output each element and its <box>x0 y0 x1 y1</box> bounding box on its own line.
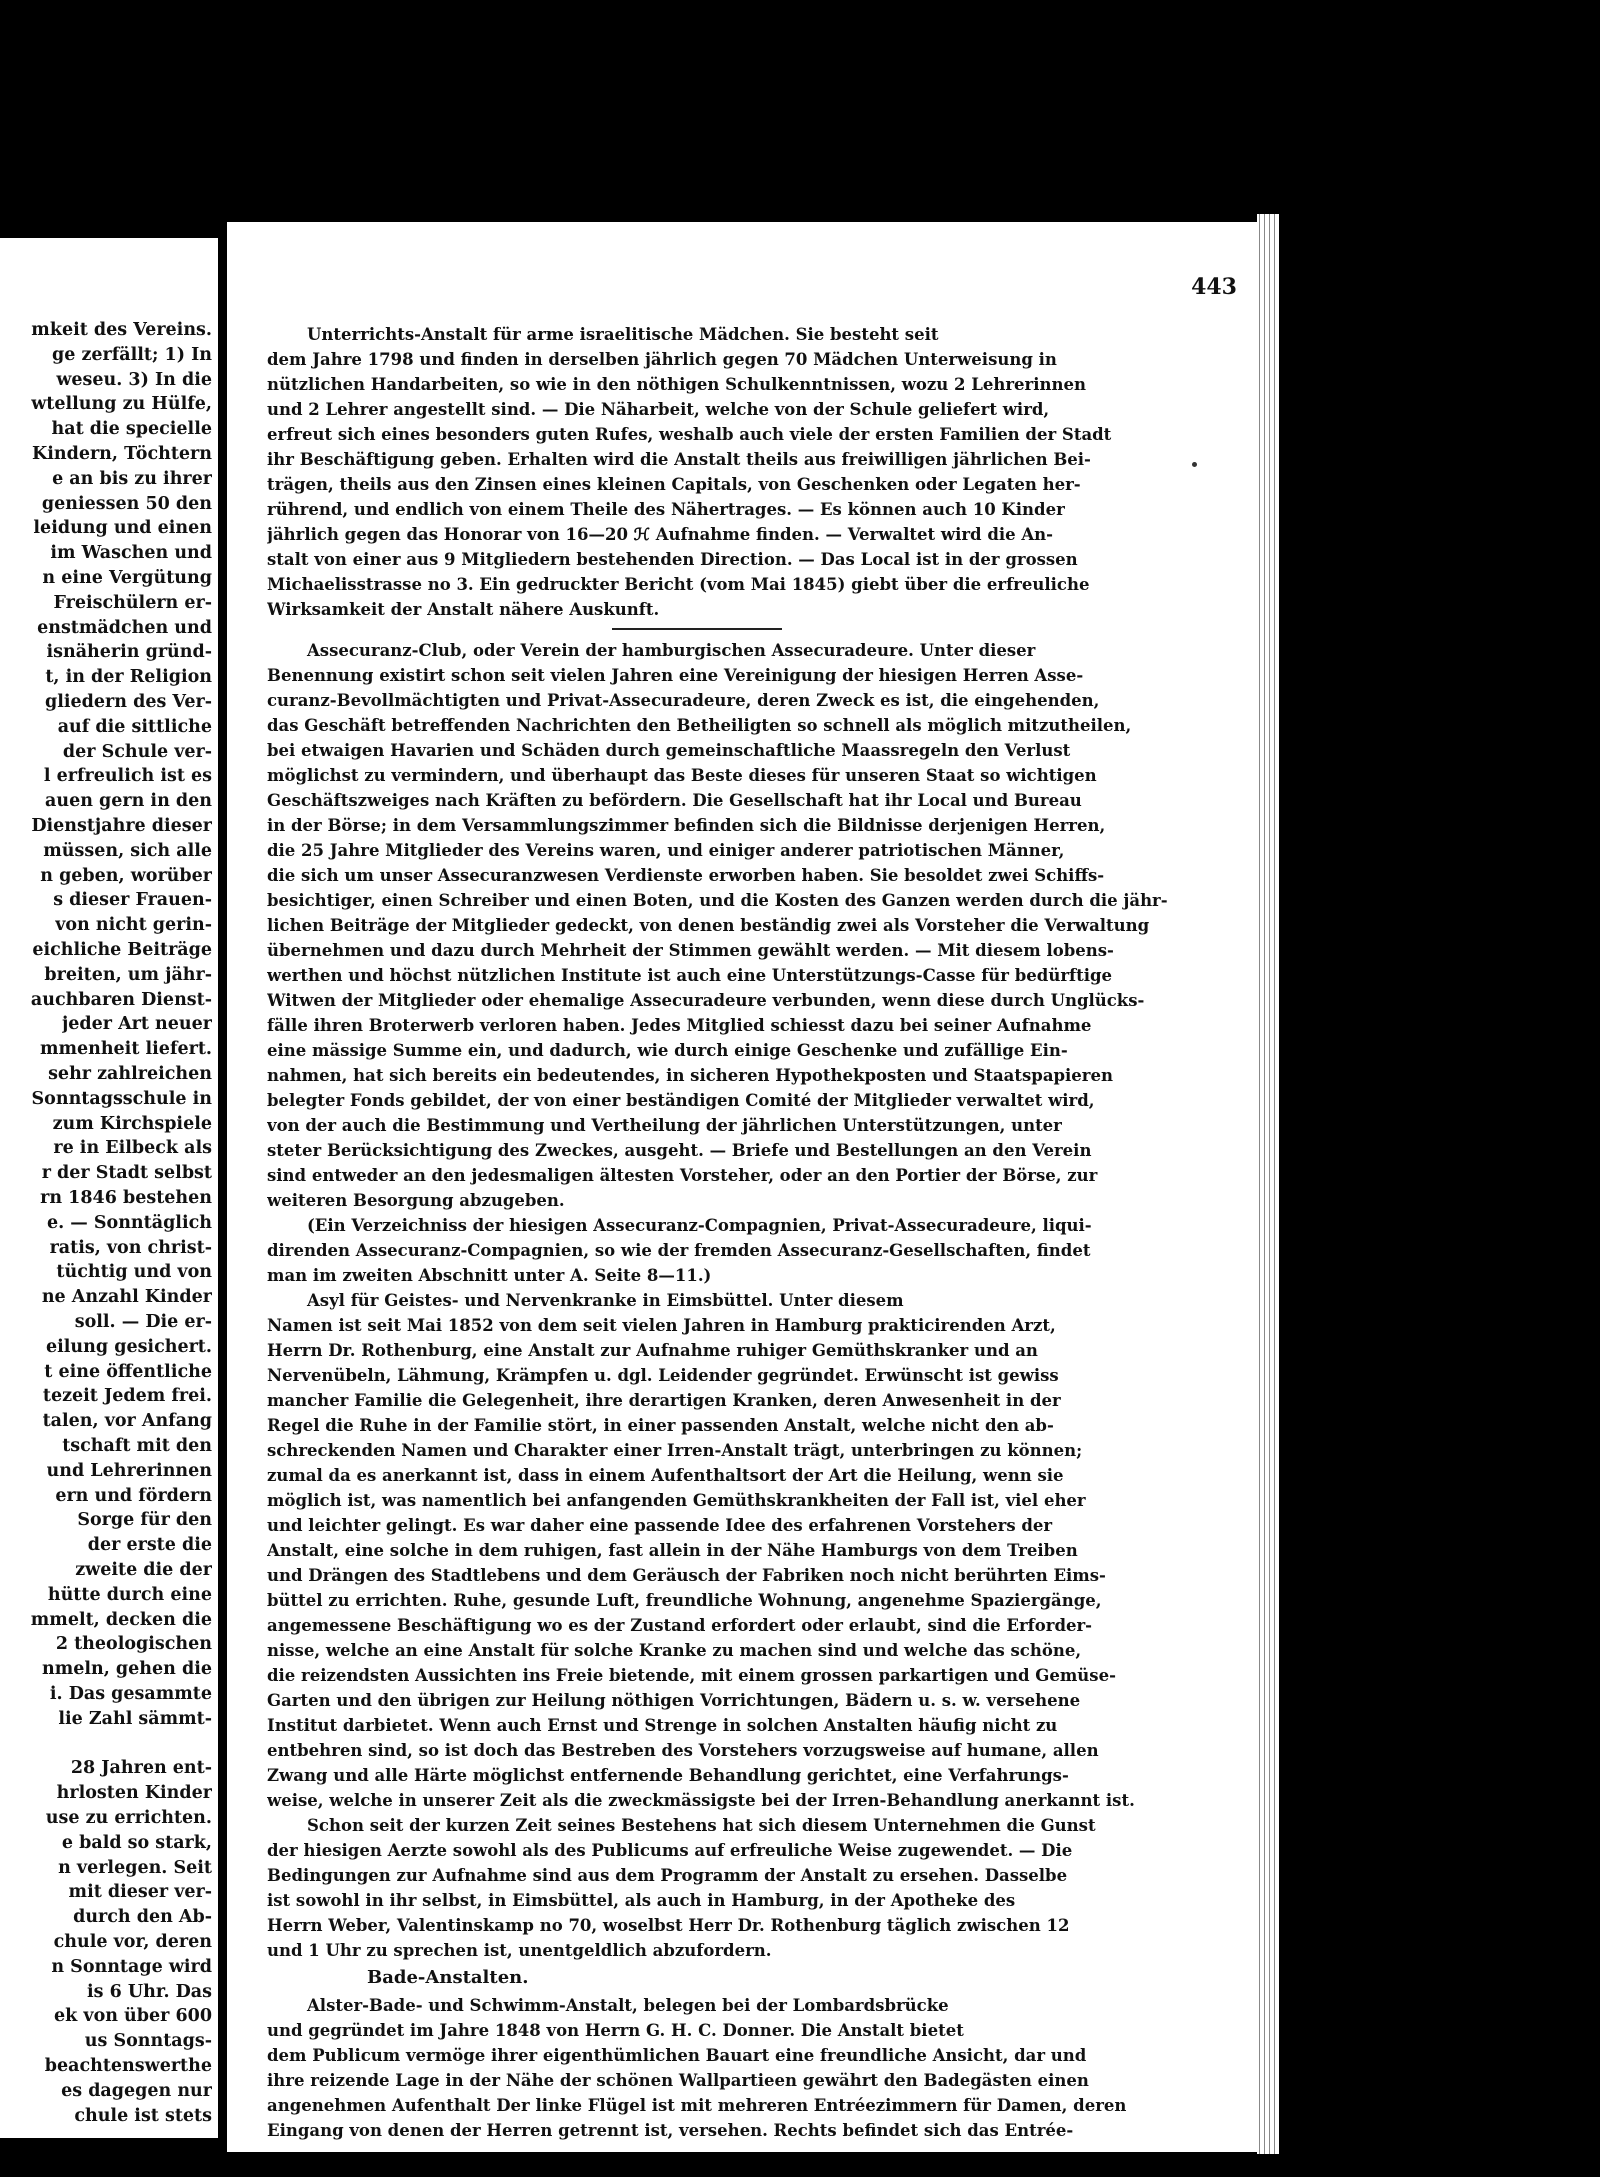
text-line: curanz-Bevollmächtigten und Privat-Assecuradeure, deren Zweck es ist, die eingehenden, <box>267 691 1100 710</box>
page-text <box>267 322 1207 2143</box>
left-text-line: auchbaren Dienst- <box>30 989 212 1010</box>
left-text-line: enstmädchen und <box>37 617 212 638</box>
left-text-line: geniessen 50 den <box>41 493 212 514</box>
text-line: möglich ist, was namentlich bei anfangenden Gemüthskrankheiten der Fall ist, viel eher <box>267 1491 1086 1510</box>
left-text-line: mmelt, decken die <box>30 1609 212 1630</box>
text-line: Nervenübeln, Lähmung, Krämpfen u. dgl. Leidender gegründet. Erwünscht ist gewiss <box>267 1366 1059 1385</box>
text-line: Eingang von denen der Herren getrennt ist, versehen. Rechts befindet sich das Entrée- <box>267 2121 1074 2140</box>
left-text-line: auen gern in den <box>45 791 212 812</box>
left-text-line: e bald so stark, <box>61 1832 212 1853</box>
left-text-line: mit dieser ver- <box>68 1882 212 1903</box>
left-text-line: im Waschen und <box>50 543 212 564</box>
text-line: die reizendsten Aussichten ins Freie bietende, mit einem grossen parkartigen und Gemüse- <box>267 1666 1116 1685</box>
left-text-line: ge zerfällt; 1) In <box>51 344 212 365</box>
text-line: fälle ihren Broterwerb verloren haben. Jedes Mitglied schiesst dazu bei seiner Aufnahme <box>267 1016 1092 1035</box>
text-line: dem Publicum vermöge ihrer eigenthümlichen Bauart eine freundliche Ansicht, dar und <box>267 2046 1087 2065</box>
section-divider <box>612 628 782 630</box>
left-text-line: s dieser Frauen- <box>53 890 212 911</box>
text-line: und Drängen des Stadtlebens und dem Geräusch der Fabriken noch nicht berührten Eims- <box>267 1566 1106 1585</box>
left-text-line: 2 theologischen <box>55 1634 212 1655</box>
text-line: dem Jahre 1798 und finden in derselben jährlich gegen 70 Mädchen Unterweisung in <box>267 350 1057 369</box>
left-text-line: gliedern des Ver- <box>45 692 212 712</box>
text-line: lichen Beiträge der Mitglieder gedeckt, von denen beständig zwei als Vorsteher die Verwaltung <box>267 916 1150 935</box>
text-line: Benennung existirt schon seit vielen Jahren eine Vereinigung der hiesigen Herren Asse- <box>267 666 1084 685</box>
text-line: nisse, welche an eine Anstalt für solche Kranke zu machen sind und welche das schöne, <box>267 1641 1082 1660</box>
text-line: angenehmen Aufenthalt Der linke Flügel ist mit mehreren Entréezimmern für Damen, deren <box>267 2096 1127 2115</box>
left-text-line: leidung und einen <box>33 518 212 539</box>
left-text-line: und Lehrerinnen <box>46 1460 212 1481</box>
text-line: mancher Familie die Gelegenheit, ihre derartigen Kranken, deren Anwesenheit in der <box>267 1391 1061 1410</box>
text-line: die 25 Jahre Mitglieder des Vereins waren, und einiger anderer patriotischen Männer, <box>267 841 1065 860</box>
text-line: Alster-Bade- und Schwimm-Anstalt, belegen bei der Lombardsbrücke <box>307 1996 949 2015</box>
left-text-line: hat die specielle <box>51 419 212 440</box>
left-text-line: n Sonntage wird <box>51 1956 212 1977</box>
text-line: ist sowohl in ihr selbst, in Eimsbüttel, als auch in Hamburg, in der Apotheke des <box>267 1891 1016 1910</box>
text-line: möglichst zu vermindern, und überhaupt das Beste dieses für unseren Staat so wichtigen <box>267 766 1097 785</box>
left-text-line: auf die sittliche <box>57 716 212 737</box>
text-line: Witwen der Mitglieder oder ehemalige Assecuradeure verbunden, wenn diese durch Unglücks- <box>267 991 1145 1010</box>
left-text-line: chule ist stets <box>74 2105 212 2126</box>
left-text-line: Kindern, Töchtern <box>32 444 212 464</box>
right-page <box>227 222 1257 2152</box>
text-line: die sich um unser Assecuranzwesen Verdienste erworben haben. Sie besoldet zwei Schiffs- <box>267 866 1105 885</box>
left-text-line: l erfreulich ist es <box>43 766 212 787</box>
text-line: Assecuranz-Club, oder Verein der hamburgischen Assecuradeure. Unter dieser <box>307 641 1036 660</box>
text-line: bei etwaigen Havarien und Schäden durch gemeinschaftliche Maassregeln den Verlust <box>267 741 1071 760</box>
left-text-line: i. Das gesammte <box>49 1684 212 1704</box>
left-text-line: mkeit des Vereins. <box>31 320 212 340</box>
left-text-line: ern und fördern <box>55 1485 212 1506</box>
text-line: nützlichen Handarbeiten, so wie in den nöthigen Schulkenntnissen, wozu 2 Lehrerinnen <box>267 375 1086 394</box>
left-text-line: use zu errichten. <box>45 1808 212 1828</box>
left-text-line: t, in der Religion <box>45 667 212 688</box>
text-line: weise, welche in unserer Zeit als die zweckmässigste bei der Irren-Behandlung anerkannt ist. <box>267 1791 1135 1810</box>
left-text-line: ek von über 600 <box>54 2006 212 2027</box>
text-line: Regel die Ruhe in der Familie stört, in einer passenden Anstalt, welche nicht den ab- <box>267 1416 1054 1435</box>
left-text-line: soll. — Die er- <box>74 1312 212 1332</box>
text-line: Namen ist seit Mai 1852 von dem seit vielen Jahren in Hamburg prakticirenden Arzt, <box>267 1316 1056 1335</box>
left-text-line: chule vor, deren <box>53 1932 212 1952</box>
text-line: nahmen, hat sich bereits ein bedeutendes, in sicheren Hypothekposten und Staatspapieren <box>267 1066 1113 1085</box>
text-line: angemessene Beschäftigung wo es der Zustand erfordert oder erlaubt, sind die Erforder- <box>267 1616 1093 1635</box>
left-text-line: tezeit Jedem frei. <box>42 1386 212 1407</box>
text-line: zumal da es anerkannt ist, dass in einem Aufenthaltsort der Art die Heilung, wenn sie <box>267 1466 1064 1485</box>
page-number: 443 <box>1191 274 1237 300</box>
text-line: ihre reizende Lage in der Nähe der schönen Wallpartieen gewährt den Badegästen einen <box>267 2071 1089 2090</box>
text-line: Institut darbietet. Wenn auch Ernst und Strenge in solchen Anstalten häufig nicht zu <box>267 1716 1058 1735</box>
left-text-line: breiten, um jähr- <box>44 964 212 985</box>
text-line: stalt von einer aus 9 Mitgliedern bestehenden Direction. — Das Local ist in der grossen <box>267 550 1078 569</box>
text-line: Asyl für Geistes- und Nervenkranke in Eimsbüttel. Unter diesem <box>307 1291 904 1310</box>
left-text-line: hütte durch eine <box>47 1584 212 1605</box>
text-line: Herrn Dr. Rothenburg, eine Anstalt zur Aufnahme ruhiger Gemüthskranker und an <box>267 1341 1038 1360</box>
text-line: belegter Fonds gebildet, der von einer beständigen Comité der Mitglieder verwaltet wird, <box>267 1091 1095 1110</box>
text-line: jährlich gegen das Honorar von 16—20 ℋ Aufnahme finden. — Verwaltet wird die An- <box>267 525 1054 544</box>
left-text-line: müssen, sich alle <box>43 840 212 861</box>
text-line: und 1 Uhr zu sprechen ist, unentgeldlich abzufordern. <box>267 1941 772 1960</box>
left-text-line: rn 1846 bestehen <box>40 1188 212 1208</box>
text-line: trägen, theils aus den Zinsen eines kleinen Capitals, von Geschenken oder Legaten her- <box>267 475 1081 494</box>
text-line: Unterrichts-Anstalt für arme israelitische Mädchen. Sie besteht seit <box>307 325 939 344</box>
left-text-line: der Schule ver- <box>62 741 212 762</box>
left-text-line: Dienstjahre dieser <box>31 816 212 836</box>
text-line: Garten und den übrigen zur Heilung nöthigen Vorrichtungen, Bädern u. s. w. versehene <box>267 1691 1081 1710</box>
text-line: ihr Beschäftigung geben. Erhalten wird die Anstalt theils aus freiwilligen jährlichen Bei- <box>267 450 1091 469</box>
text-line: Michaelisstrasse no 3. Ein gedruckter Bericht (vom Mai 1845) giebt über die erfreuliche <box>267 575 1090 594</box>
left-text-line: 28 Jahren ent- <box>70 1758 212 1779</box>
left-text-line: t eine öffentliche <box>44 1361 212 1382</box>
heading-bade-anstalten: Bade-Anstalten. <box>367 1967 529 1988</box>
left-text-line: tüchtig und von <box>56 1262 212 1283</box>
left-text-line: Sorge für den <box>77 1510 212 1531</box>
text-line: der hiesigen Aerzte sowohl als des Publicums auf erfreuliche Weise zugewendet. — Die <box>267 1841 1073 1860</box>
left-text-line: ne Anzahl Kinder <box>41 1287 212 1308</box>
page-stack-edge <box>1257 214 1279 2154</box>
text-line: rührend, und endlich von einem Theile des Nähertrages. — Es können auch 10 Kinder <box>267 500 1065 519</box>
left-text-line: us Sonntags- <box>84 2031 212 2052</box>
text-line: steter Berücksichtigung des Zweckes, ausgeht. — Briefe und Bestellungen an den Verein <box>267 1141 1092 1160</box>
left-text-line: re in Eilbeck als <box>53 1138 212 1159</box>
left-text-line: mmenheit liefert. <box>39 1039 212 1060</box>
left-text-line: n eine Vergütung <box>42 568 212 588</box>
left-text-line: isnäherin gründ- <box>46 642 212 663</box>
left-text-line: tschaft mit den <box>62 1436 212 1456</box>
text-line: direnden Assecuranz-Compagnien, so wie der fremden Assecuranz-Gesellschaften, findet <box>267 1241 1091 1260</box>
left-text-line: eichliche Beiträge <box>32 940 212 960</box>
text-line: und 2 Lehrer angestellt sind. — Die Näharbeit, welche von der Schule geliefert wird, <box>267 400 1050 419</box>
left-text-line: n geben, worüber <box>40 865 212 886</box>
text-line: Herrn Weber, Valentinskamp no 70, woselbst Herr Dr. Rothenburg täglich zwischen 12 <box>267 1916 1070 1935</box>
left-text-line: zweite die der <box>75 1560 212 1580</box>
left-text-line: zum Kirchspiele <box>52 1113 212 1134</box>
left-text-line: jeder Art neuer <box>61 1014 212 1035</box>
text-line: weiteren Besorgung abzugeben. <box>267 1191 565 1210</box>
left-text-line: ratis, von christ- <box>49 1237 212 1258</box>
left-text-line: nmeln, gehen die <box>42 1659 212 1680</box>
text-line: eine mässige Summe ein, und dadurch, wie durch einige Geschenke und zufällige Ein- <box>267 1041 1068 1060</box>
left-text-line: hrlosten Kinder <box>56 1783 212 1804</box>
text-line: und leichter gelingt. Es war daher eine passende Idee des erfahrenen Vorstehers der <box>267 1516 1053 1535</box>
left-text-line: der erste die <box>87 1535 212 1556</box>
text-line: Wirksamkeit der Anstalt nähere Auskunft. <box>267 600 660 619</box>
text-line: besichtiger, einen Schreiber und einen Boten, und die Kosten des Ganzen werden durch die jähr- <box>267 891 1168 910</box>
left-text-line: Sonntagsschule in <box>31 1088 212 1109</box>
text-line: man im zweiten Abschnitt unter A. Seite 8—11.) <box>267 1266 712 1285</box>
left-text-line: e. — Sonntäglich <box>46 1212 212 1233</box>
text-line: Schon seit der kurzen Zeit seines Bestehens hat sich diesem Unternehmen die Gunst <box>307 1816 1096 1835</box>
text-line: Geschäftszweiges nach Kräften zu befördern. Die Gesellschaft hat ihr Local und Bureau <box>267 791 1082 810</box>
left-text-line: von nicht gerin- <box>55 915 212 936</box>
text-line: büttel zu errichten. Ruhe, gesunde Luft, freundliche Wohnung, angenehme Spaziergänge, <box>267 1591 1102 1610</box>
left-text-line: sehr zahlreichen <box>48 1064 212 1084</box>
text-line: erfreut sich eines besonders guten Rufes, weshalb auch viele der ersten Familien der Stadt <box>267 425 1112 444</box>
text-line: (Ein Verzeichniss der hiesigen Assecuranz-Compagnien, Privat-Assecuradeure, liqui- <box>307 1216 1092 1235</box>
left-text-line: beachtenswerthe <box>44 2056 212 2076</box>
text-line: von der auch die Bestimmung und Vertheilung der jährlichen Unterstützungen, unter <box>267 1116 1062 1135</box>
text-line: werthen und höchst nützlichen Institute ist auch eine Unterstützungs-Casse für bedürftige <box>267 966 1113 985</box>
text-line: Zwang und alle Härte möglichst entfernende Behandlung gerichtet, eine Verfahrungs- <box>267 1766 1069 1785</box>
left-text-line: weseu. 3) In die <box>56 369 212 390</box>
section-assecuranz-club <box>267 638 1207 1288</box>
text-line: übernehmen und dazu durch Mehrheit der Stimmen gewählt werden. — Mit diesem lobens- <box>267 941 1114 960</box>
left-text-line: lie Zahl sämmt- <box>58 1708 212 1729</box>
text-line: Anstalt, eine solche in dem ruhigen, fast allein in der Nähe Hamburgs von dem Treiben <box>267 1541 1078 1560</box>
section-asyl <box>267 1288 1207 1963</box>
left-text-line: es dagegen nur <box>61 2080 212 2101</box>
left-text-line: talen, vor Anfang <box>42 1411 212 1432</box>
text-line: schreckenden Namen und Charakter einer Irren-Anstalt trägt, unterbringen zu können; <box>267 1441 1083 1460</box>
left-text-line: n verlegen. Seit <box>58 1857 212 1878</box>
text-line: in der Börse; in dem Versammlungszimmer befinden sich die Bildnisse derjenigen Herren, <box>267 816 1106 835</box>
left-text-line: Freischülern er- <box>53 592 212 613</box>
left-page <box>0 238 218 2138</box>
text-line: sind entweder an den jedesmaligen ältesten Vorsteher, oder an den Portier der Börse, zur <box>267 1166 1098 1185</box>
text-line: entbehren sind, so ist doch das Bestreben des Vorstehers vorzugsweise auf humane, allen <box>267 1741 1099 1760</box>
left-text-line: eilung gesichert. <box>46 1336 212 1357</box>
text-line: das Geschäft betreffenden Nachrichten den Betheiligten so schnell als möglich mitzutheilen, <box>267 716 1132 735</box>
text-line: Bedingungen zur Aufnahme sind aus dem Programm der Anstalt zu ersehen. Dasselbe <box>267 1866 1068 1885</box>
left-text-line: wtellung zu Hülfe, <box>31 394 212 415</box>
text-line: und gegründet im Jahre 1848 von Herrn G. H. C. Donner. Die Anstalt bietet <box>267 2021 964 2040</box>
section-unterrichts-anstalt <box>267 322 1207 622</box>
left-text-line: durch den Ab- <box>73 1907 212 1928</box>
left-text-line: is 6 Uhr. Das <box>86 1981 212 2002</box>
left-text-line: e an bis zu ihrer <box>52 468 212 489</box>
section-alster-bade <box>267 1993 1207 2143</box>
book-gutter <box>218 238 227 2138</box>
left-text-line: r der Stadt selbst <box>41 1163 212 1184</box>
